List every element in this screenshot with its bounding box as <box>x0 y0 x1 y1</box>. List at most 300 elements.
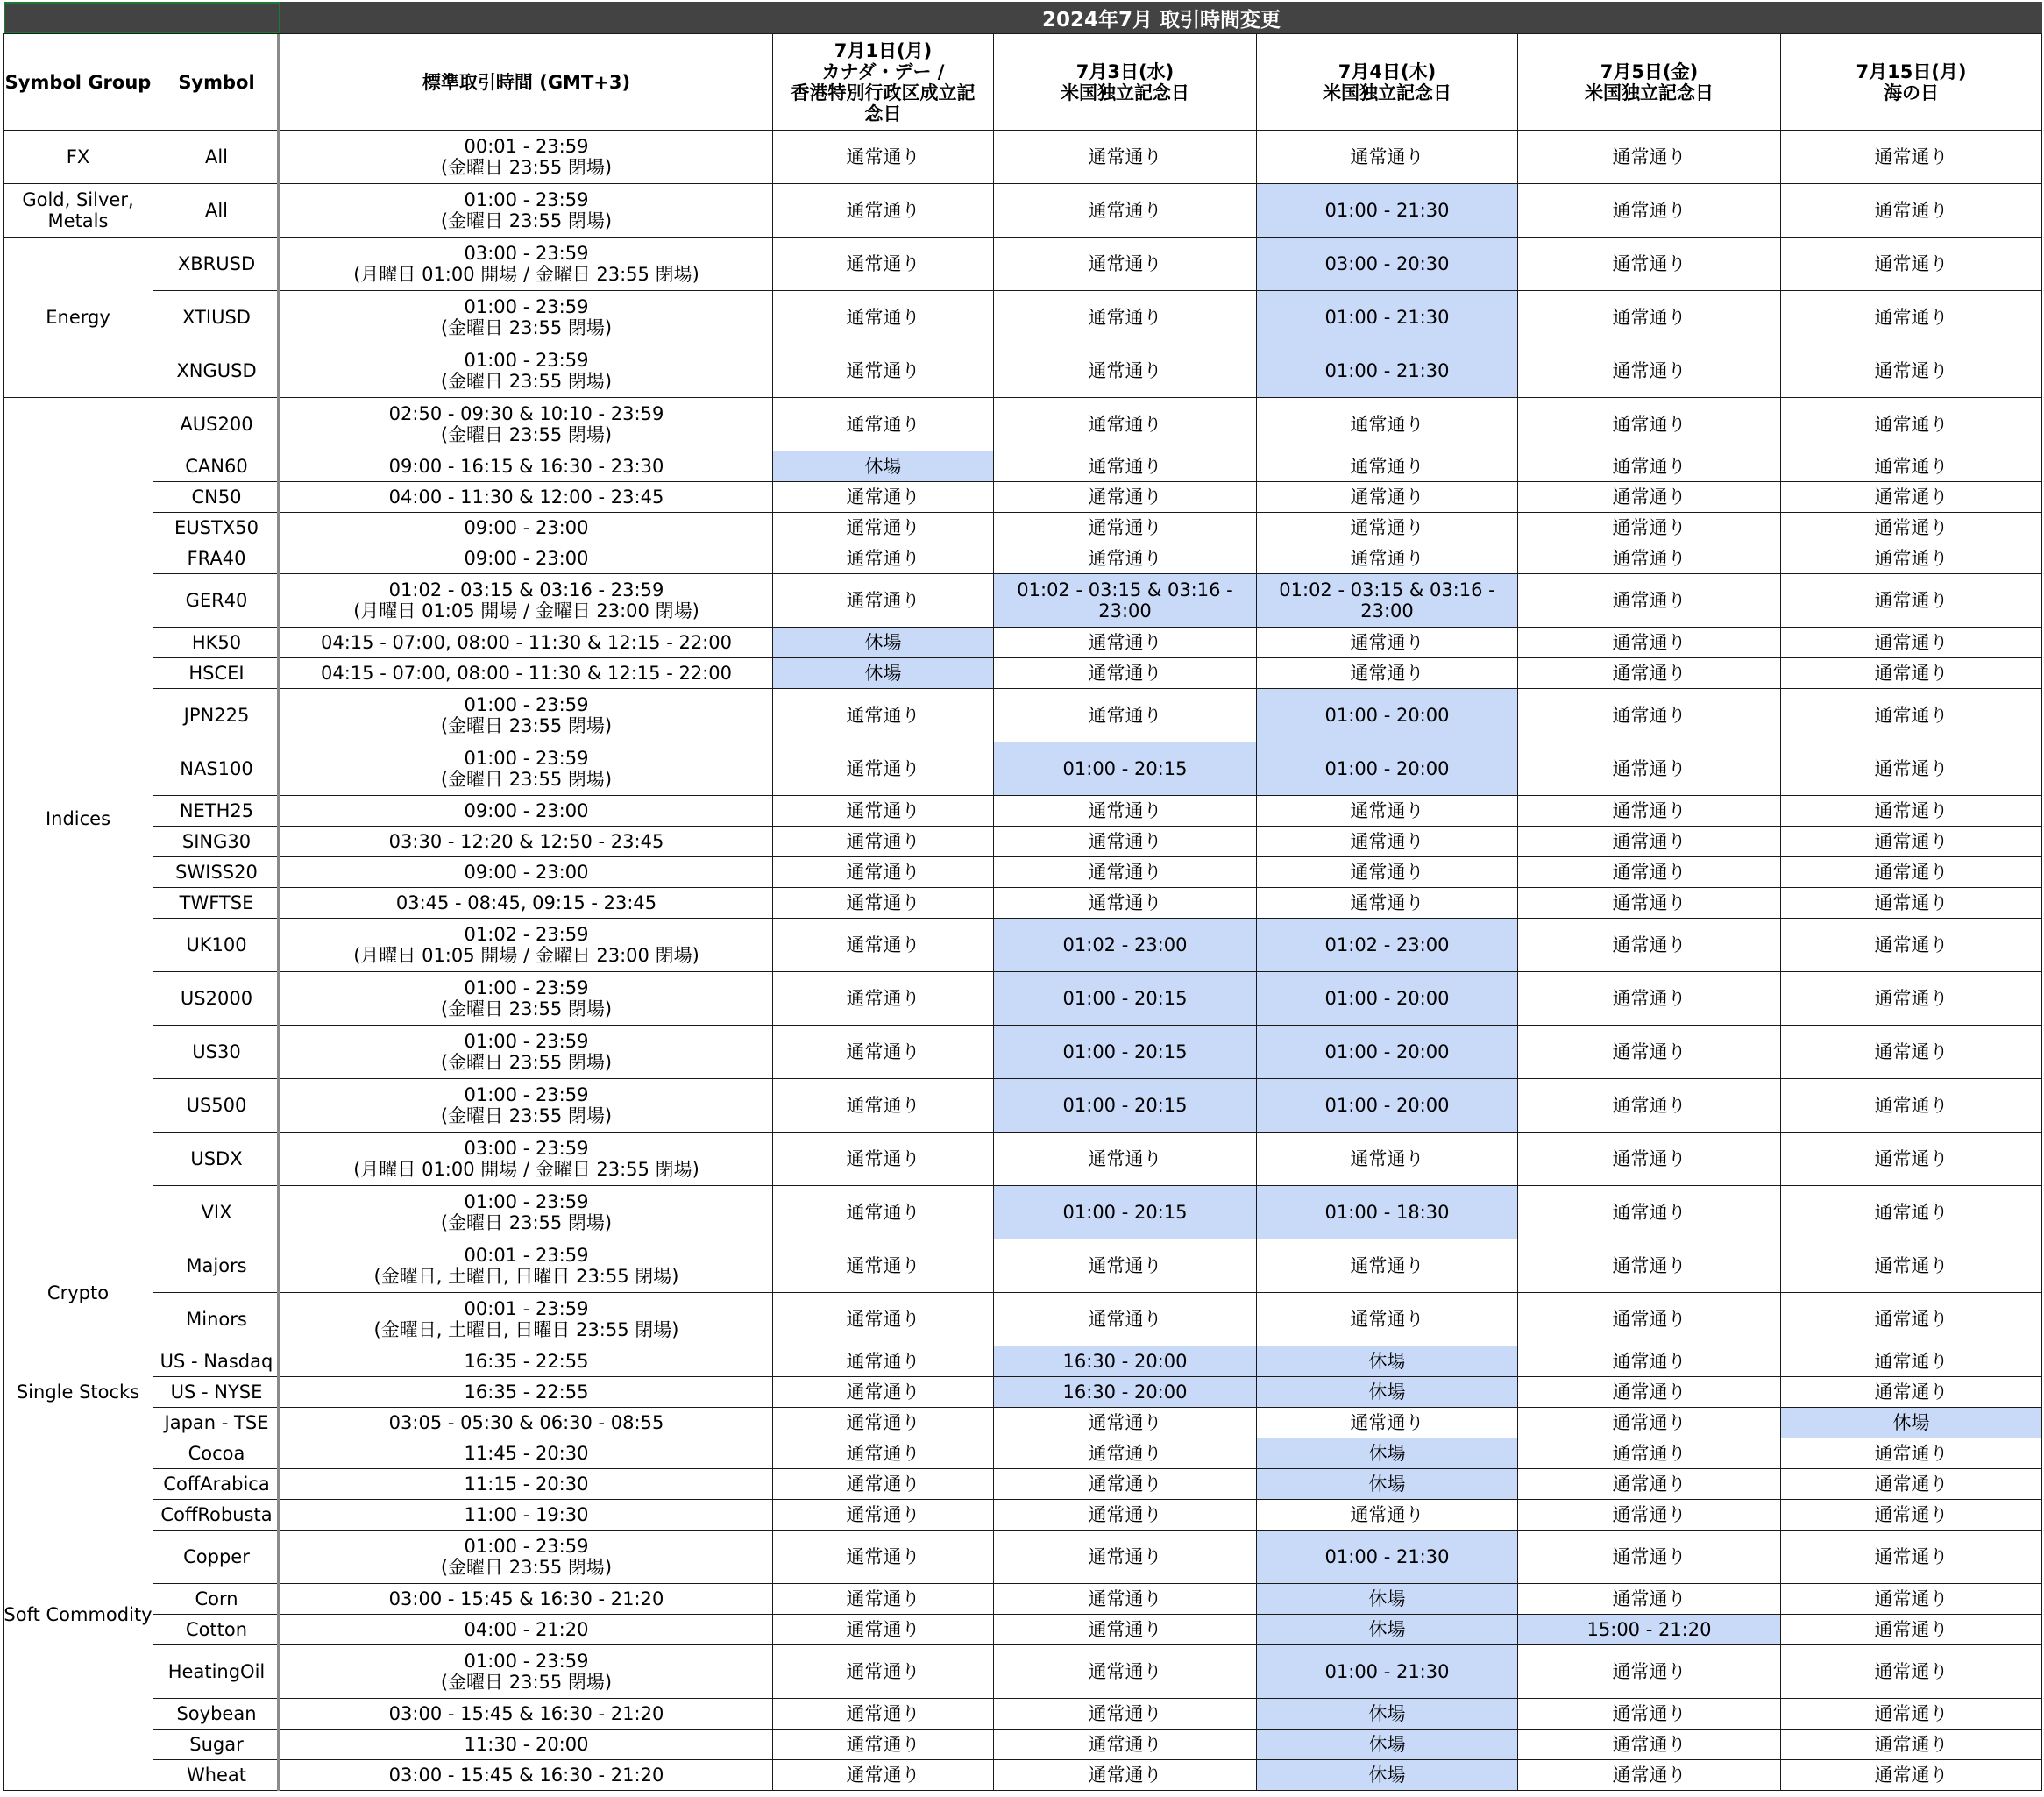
standard-hours-cell: 01:02 - 23:59 (月曜日 01:05 開場 / 金曜日 23:00 閉場) <box>280 919 773 972</box>
date-status-cell: 通常通り <box>1257 1239 1518 1293</box>
standard-hours-cell: 09:00 - 23:00 <box>280 513 773 543</box>
symbol-cell: Sugar <box>153 1730 280 1760</box>
sheet-title: 2024年7月 取引時間変更 <box>280 2 2042 34</box>
date-status-cell: 通常通り <box>1518 398 1781 451</box>
date-status-cell: 通常通り <box>1781 1438 2042 1469</box>
date-status-cell: 通常通り <box>773 1079 994 1133</box>
date-status-cell: 通常通り <box>1781 131 2042 184</box>
standard-hours-cell: 03:45 - 08:45, 09:15 - 23:45 <box>280 888 773 919</box>
date-status-cell: 通常通り <box>1781 1469 2042 1500</box>
date-status-cell: 通常通り <box>1257 658 1518 689</box>
standard-hours-cell: 01:00 - 23:59 (金曜日 23:55 閉場) <box>280 184 773 238</box>
header-date-5: 7月15日(月) 海の日 <box>1781 34 2042 131</box>
date-status-cell: 01:00 - 20:15 <box>994 742 1257 796</box>
date-status-cell: 通常通り <box>1518 1469 1781 1500</box>
date-status-cell: 休場 <box>1257 1730 1518 1760</box>
date-status-cell: 通常通り <box>1781 543 2042 574</box>
date-status-cell: 通常通り <box>994 291 1257 344</box>
date-status-cell: 通常通り <box>1781 1079 2042 1133</box>
standard-hours-cell: 01:00 - 23:59 (金曜日 23:55 閉場) <box>280 689 773 742</box>
date-status-cell: 通常通り <box>773 796 994 827</box>
standard-hours-cell: 03:30 - 12:20 & 12:50 - 23:45 <box>280 827 773 857</box>
date-status-cell: 休場 <box>1257 1346 1518 1377</box>
date-status-cell: 通常通り <box>773 1408 994 1438</box>
date-status-cell: 通常通り <box>994 1239 1257 1293</box>
date-status-cell: 01:00 - 18:30 <box>1257 1186 1518 1239</box>
date-status-cell: 通常通り <box>773 1699 994 1730</box>
symbol-cell: HeatingOil <box>153 1645 280 1699</box>
symbol-cell: XBRUSD <box>153 238 280 291</box>
date-status-cell: 01:00 - 20:00 <box>1257 972 1518 1026</box>
date-status-cell: 通常通り <box>773 888 994 919</box>
date-status-cell: 通常通り <box>1518 1377 1781 1408</box>
date-status-cell: 通常通り <box>1518 1346 1781 1377</box>
date-status-cell: 休場 <box>1257 1469 1518 1500</box>
date-status-cell: 通常通り <box>1518 1645 1781 1699</box>
date-status-cell: 通常通り <box>1518 888 1781 919</box>
symbol-cell: XTIUSD <box>153 291 280 344</box>
date-status-cell: 通常通り <box>1518 919 1781 972</box>
date-status-cell: 通常通り <box>994 344 1257 398</box>
date-status-cell: 通常通り <box>773 482 994 513</box>
date-status-cell: 通常通り <box>1781 238 2042 291</box>
standard-hours-cell: 04:15 - 07:00, 08:00 - 11:30 & 12:15 - 22:00 <box>280 658 773 689</box>
date-status-cell: 通常通り <box>1781 689 2042 742</box>
symbol-cell: HSCEI <box>153 658 280 689</box>
date-status-cell: 通常通り <box>1257 1500 1518 1531</box>
date-status-cell: 01:00 - 20:00 <box>1257 1026 1518 1079</box>
standard-hours-cell: 00:01 - 23:59 (金曜日, 土曜日, 日曜日 23:55 閉場) <box>280 1239 773 1293</box>
date-status-cell: 通常通り <box>1518 857 1781 888</box>
date-status-cell: 通常通り <box>1781 1500 2042 1531</box>
date-status-cell: 通常通り <box>1257 888 1518 919</box>
header-symbol: Symbol <box>153 34 280 131</box>
date-status-cell: 通常通り <box>1781 919 2042 972</box>
date-status-cell: 通常通り <box>994 238 1257 291</box>
date-status-cell: 01:00 - 21:30 <box>1257 1645 1518 1699</box>
date-status-cell: 通常通り <box>1518 1408 1781 1438</box>
date-status-cell: 16:30 - 20:00 <box>994 1346 1257 1377</box>
date-status-cell: 通常通り <box>1781 1645 2042 1699</box>
date-status-cell: 01:02 - 03:15 & 03:16 - 23:00 <box>1257 574 1518 628</box>
date-status-cell: 通常通り <box>1518 574 1781 628</box>
symbol-cell: US500 <box>153 1079 280 1133</box>
date-status-cell: 休場 <box>1257 1699 1518 1730</box>
date-status-cell: 通常通り <box>1781 1186 2042 1239</box>
date-status-cell: 01:00 - 20:15 <box>994 1186 1257 1239</box>
date-status-cell: 通常通り <box>1518 628 1781 658</box>
symbol-cell: FRA40 <box>153 543 280 574</box>
date-status-cell: 通常通り <box>1518 742 1781 796</box>
symbol-cell: VIX <box>153 1186 280 1239</box>
date-status-cell: 01:02 - 23:00 <box>994 919 1257 972</box>
symbol-cell: CoffArabica <box>153 1469 280 1500</box>
symbol-cell: CN50 <box>153 482 280 513</box>
date-status-cell: 通常通り <box>1518 184 1781 238</box>
standard-hours-cell: 16:35 - 22:55 <box>280 1377 773 1408</box>
date-status-cell: 16:30 - 20:00 <box>994 1377 1257 1408</box>
standard-hours-cell: 11:15 - 20:30 <box>280 1469 773 1500</box>
date-status-cell: 休場 <box>773 658 994 689</box>
standard-hours-cell: 01:00 - 23:59 (金曜日 23:55 閉場) <box>280 1186 773 1239</box>
date-status-cell: 通常通り <box>773 344 994 398</box>
standard-hours-cell: 03:00 - 15:45 & 16:30 - 21:20 <box>280 1699 773 1730</box>
date-status-cell: 通常通り <box>994 1469 1257 1500</box>
symbol-cell: GER40 <box>153 574 280 628</box>
date-status-cell: 通常通り <box>1518 1026 1781 1079</box>
date-status-cell: 通常通り <box>1518 972 1781 1026</box>
date-status-cell: 通常通り <box>994 1293 1257 1346</box>
date-status-cell: 通常通り <box>1781 658 2042 689</box>
symbol-cell: NAS100 <box>153 742 280 796</box>
standard-hours-cell: 03:00 - 15:45 & 16:30 - 21:20 <box>280 1760 773 1791</box>
date-status-cell: 通常通り <box>773 1293 994 1346</box>
standard-hours-cell: 01:00 - 23:59 (金曜日 23:55 閉場) <box>280 1645 773 1699</box>
symbol-cell: Cotton <box>153 1615 280 1645</box>
date-status-cell: 通常通り <box>1781 1730 2042 1760</box>
date-status-cell: 通常通り <box>773 238 994 291</box>
standard-hours-cell: 01:00 - 23:59 (金曜日 23:55 閉場) <box>280 344 773 398</box>
date-status-cell: 通常通り <box>1257 628 1518 658</box>
symbol-cell: USDX <box>153 1133 280 1186</box>
date-status-cell: 通常通り <box>1518 1760 1781 1791</box>
header-date-2: 7月3日(水) 米国独立記念日 <box>994 34 1257 131</box>
standard-hours-cell: 11:00 - 19:30 <box>280 1500 773 1531</box>
date-status-cell: 通常通り <box>994 1615 1257 1645</box>
symbol-cell: NETH25 <box>153 796 280 827</box>
standard-hours-cell: 09:00 - 23:00 <box>280 796 773 827</box>
left-border <box>3 34 4 1791</box>
date-status-cell: 通常通り <box>994 184 1257 238</box>
symbol-cell: Majors <box>153 1239 280 1293</box>
symbol-cell: TWFTSE <box>153 888 280 919</box>
date-status-cell: 休場 <box>1257 1377 1518 1408</box>
standard-hours-cell: 11:45 - 20:30 <box>280 1438 773 1469</box>
date-status-cell: 通常通り <box>1518 827 1781 857</box>
date-status-cell: 通常通り <box>773 184 994 238</box>
date-status-cell: 通常通り <box>1781 796 2042 827</box>
symbol-cell: SWISS20 <box>153 857 280 888</box>
standard-hours-cell: 09:00 - 23:00 <box>280 857 773 888</box>
date-status-cell: 休場 <box>1257 1438 1518 1469</box>
date-status-cell: 通常通り <box>1781 1531 2042 1584</box>
standard-hours-cell: 01:00 - 23:59 (金曜日 23:55 閉場) <box>280 742 773 796</box>
date-status-cell: 通常通り <box>1781 972 2042 1026</box>
date-status-cell: 通常通り <box>773 131 994 184</box>
date-status-cell: 通常通り <box>994 543 1257 574</box>
date-status-cell: 通常通り <box>1518 513 1781 543</box>
header-date-4: 7月5日(金) 米国独立記念日 <box>1518 34 1781 131</box>
symbol-group-cell: FX <box>4 131 153 184</box>
header-symbol-group: Symbol Group <box>4 34 153 131</box>
symbol-group-cell: Crypto <box>4 1239 153 1346</box>
symbol-cell: CoffRobusta <box>153 1500 280 1531</box>
date-status-cell: 通常通り <box>773 1133 994 1186</box>
date-status-cell: 通常通り <box>1518 291 1781 344</box>
symbol-cell: UK100 <box>153 919 280 972</box>
date-status-cell: 通常通り <box>1781 827 2042 857</box>
date-status-cell: 通常通り <box>994 658 1257 689</box>
date-status-cell: 15:00 - 21:20 <box>1518 1615 1781 1645</box>
date-status-cell: 通常通り <box>1781 1699 2042 1730</box>
standard-hours-cell: 11:30 - 20:00 <box>280 1730 773 1760</box>
symbol-cell: XNGUSD <box>153 344 280 398</box>
date-status-cell: 通常通り <box>1781 184 2042 238</box>
header-top-border <box>3 33 2042 34</box>
date-status-cell: 通常通り <box>1518 1293 1781 1346</box>
standard-hours-cell: 04:00 - 21:20 <box>280 1615 773 1645</box>
date-status-cell: 通常通り <box>1781 1615 2042 1645</box>
date-status-cell: 通常通り <box>1781 1346 2042 1377</box>
standard-hours-cell: 03:00 - 23:59 (月曜日 01:00 開場 / 金曜日 23:55 閉場) <box>280 238 773 291</box>
standard-hours-cell: 16:35 - 22:55 <box>280 1346 773 1377</box>
date-status-cell: 通常通り <box>1518 1531 1781 1584</box>
date-status-cell: 通常通り <box>994 131 1257 184</box>
date-status-cell: 通常通り <box>773 1760 994 1791</box>
date-status-cell: 通常通り <box>1518 658 1781 689</box>
date-status-cell: 通常通り <box>773 972 994 1026</box>
date-status-cell: 通常通り <box>994 689 1257 742</box>
standard-hours-cell: 00:01 - 23:59 (金曜日 23:55 閉場) <box>280 131 773 184</box>
standard-hours-cell: 01:00 - 23:59 (金曜日 23:55 閉場) <box>280 291 773 344</box>
date-status-cell: 通常通り <box>1781 513 2042 543</box>
date-status-cell: 通常通り <box>1257 482 1518 513</box>
symbol-cell: Cocoa <box>153 1438 280 1469</box>
date-status-cell: 通常通り <box>1257 1408 1518 1438</box>
date-status-cell: 通常通り <box>773 742 994 796</box>
date-status-cell: 通常通り <box>1518 1699 1781 1730</box>
symbol-cell: All <box>153 184 280 238</box>
date-status-cell: 通常通り <box>1781 1584 2042 1615</box>
symbol-group-cell: Soft Commodity <box>4 1438 153 1791</box>
date-status-cell: 通常通り <box>773 857 994 888</box>
symbol-cell: All <box>153 131 280 184</box>
date-status-cell: 通常通り <box>1781 574 2042 628</box>
date-status-cell: 03:00 - 20:30 <box>1257 238 1518 291</box>
standard-hours-cell: 02:50 - 09:30 & 10:10 - 23:59 (金曜日 23:55 閉場) <box>280 398 773 451</box>
date-status-cell: 通常通り <box>1781 628 2042 658</box>
standard-hours-cell: 03:00 - 15:45 & 16:30 - 21:20 <box>280 1584 773 1615</box>
standard-hours-cell: 01:00 - 23:59 (金曜日 23:55 閉場) <box>280 972 773 1026</box>
date-status-cell: 通常通り <box>1257 131 1518 184</box>
header-date-3: 7月4日(木) 米国独立記念日 <box>1257 34 1518 131</box>
symbol-cell: US - NYSE <box>153 1377 280 1408</box>
date-status-cell: 通常通り <box>1518 1584 1781 1615</box>
date-status-cell: 通常通り <box>1518 344 1781 398</box>
date-status-cell: 通常通り <box>1518 1239 1781 1293</box>
date-status-cell: 通常通り <box>773 1500 994 1531</box>
date-status-cell: 01:00 - 20:00 <box>1257 689 1518 742</box>
date-status-cell: 通常通り <box>1518 1500 1781 1531</box>
date-status-cell: 休場 <box>773 451 994 482</box>
symbol-cell: AUS200 <box>153 398 280 451</box>
date-status-cell: 通常通り <box>1781 1760 2042 1791</box>
date-status-cell: 通常通り <box>994 513 1257 543</box>
standard-hours-cell: 01:02 - 03:15 & 03:16 - 23:59 (月曜日 01:05 開場 / 金曜日 23:00 閉場) <box>280 574 773 628</box>
header-standard-hours: 標準取引時間 (GMT+3) <box>280 34 773 131</box>
date-status-cell: 休場 <box>1257 1760 1518 1791</box>
date-status-cell: 通常通り <box>994 827 1257 857</box>
date-status-cell: 01:00 - 21:30 <box>1257 1531 1518 1584</box>
date-status-cell: 通常通り <box>1518 543 1781 574</box>
date-status-cell: 通常通り <box>1257 398 1518 451</box>
date-status-cell: 通常通り <box>1518 238 1781 291</box>
symbol-cell: Soybean <box>153 1699 280 1730</box>
date-status-cell: 通常通り <box>773 1438 994 1469</box>
date-status-cell: 通常通り <box>1781 742 2042 796</box>
date-status-cell: 通常通り <box>1518 1438 1781 1469</box>
date-status-cell: 通常通り <box>994 1584 1257 1615</box>
date-status-cell: 通常通り <box>773 574 994 628</box>
date-status-cell: 通常通り <box>1781 857 2042 888</box>
date-status-cell: 通常通り <box>773 1377 994 1408</box>
date-status-cell: 通常通り <box>1257 827 1518 857</box>
date-status-cell: 通常通り <box>1257 1293 1518 1346</box>
date-status-cell: 通常通り <box>1781 1293 2042 1346</box>
date-status-cell: 通常通り <box>994 857 1257 888</box>
date-status-cell: 通常通り <box>773 543 994 574</box>
header-corner <box>4 2 280 34</box>
date-status-cell: 通常通り <box>1257 857 1518 888</box>
date-status-cell: 通常通り <box>994 482 1257 513</box>
date-status-cell: 通常通り <box>1257 1133 1518 1186</box>
date-status-cell: 01:00 - 21:30 <box>1257 184 1518 238</box>
date-status-cell: 通常通り <box>773 1469 994 1500</box>
date-status-cell: 通常通り <box>1781 398 2042 451</box>
date-status-cell: 01:00 - 20:15 <box>994 1079 1257 1133</box>
date-status-cell: 通常通り <box>1257 451 1518 482</box>
symbol-cell: JPN225 <box>153 689 280 742</box>
date-status-cell: 通常通り <box>773 1615 994 1645</box>
symbol-cell: Minors <box>153 1293 280 1346</box>
standard-hours-cell: 01:00 - 23:59 (金曜日 23:55 閉場) <box>280 1531 773 1584</box>
symbol-cell: Japan - TSE <box>153 1408 280 1438</box>
date-status-cell: 通常通り <box>773 1026 994 1079</box>
date-status-cell: 通常通り <box>773 1346 994 1377</box>
symbol-cell: HK50 <box>153 628 280 658</box>
symbol-group-cell: Gold, Silver, Metals <box>4 184 153 238</box>
symbol-cell: US2000 <box>153 972 280 1026</box>
date-status-cell: 01:02 - 23:00 <box>1257 919 1518 972</box>
date-status-cell: 通常通り <box>1781 291 2042 344</box>
date-status-cell: 通常通り <box>1781 482 2042 513</box>
date-status-cell: 通常通り <box>773 1730 994 1760</box>
standard-hours-cell: 01:00 - 23:59 (金曜日 23:55 閉場) <box>280 1026 773 1079</box>
standard-hours-cell: 04:15 - 07:00, 08:00 - 11:30 & 12:15 - 22:00 <box>280 628 773 658</box>
symbol-cell: SING30 <box>153 827 280 857</box>
standard-hours-cell: 03:05 - 05:30 & 06:30 - 08:55 <box>280 1408 773 1438</box>
date-status-cell: 通常通り <box>994 1730 1257 1760</box>
date-status-cell: 通常通り <box>1518 689 1781 742</box>
date-status-cell: 01:00 - 21:30 <box>1257 344 1518 398</box>
date-status-cell: 休場 <box>773 628 994 658</box>
date-status-cell: 通常通り <box>1518 1133 1781 1186</box>
date-status-cell: 通常通り <box>994 888 1257 919</box>
date-status-cell: 通常通り <box>1781 1026 2042 1079</box>
date-status-cell: 休場 <box>1257 1615 1518 1645</box>
symbol-group-cell: Indices <box>4 398 153 1239</box>
date-status-cell: 通常通り <box>773 1584 994 1615</box>
date-status-cell: 通常通り <box>1518 796 1781 827</box>
symbol-group-cell: Single Stocks <box>4 1346 153 1438</box>
standard-hours-cell: 00:01 - 23:59 (金曜日, 土曜日, 日曜日 23:55 閉場) <box>280 1293 773 1346</box>
date-status-cell: 通常通り <box>994 1531 1257 1584</box>
date-status-cell: 通常通り <box>1257 543 1518 574</box>
date-status-cell: 通常通り <box>1781 1377 2042 1408</box>
date-status-cell: 通常通り <box>773 513 994 543</box>
date-status-cell: 01:00 - 20:15 <box>994 972 1257 1026</box>
date-status-cell: 通常通り <box>994 628 1257 658</box>
date-status-cell: 通常通り <box>1518 1730 1781 1760</box>
symbol-group-cell: Energy <box>4 238 153 398</box>
date-status-cell: 通常通り <box>1781 451 2042 482</box>
date-status-cell: 01:00 - 21:30 <box>1257 291 1518 344</box>
date-status-cell: 通常通り <box>994 1760 1257 1791</box>
date-status-cell: 通常通り <box>1257 513 1518 543</box>
date-status-cell: 01:00 - 20:00 <box>1257 742 1518 796</box>
date-status-cell: 休場 <box>1257 1584 1518 1615</box>
date-status-cell: 01:00 - 20:00 <box>1257 1079 1518 1133</box>
date-status-cell: 01:02 - 03:15 & 03:16 - 23:00 <box>994 574 1257 628</box>
date-status-cell: 通常通り <box>1518 451 1781 482</box>
date-status-cell: 通常通り <box>1518 482 1781 513</box>
date-status-cell: 通常通り <box>773 291 994 344</box>
standard-hours-cell: 09:00 - 16:15 & 16:30 - 23:30 <box>280 451 773 482</box>
date-status-cell: 通常通り <box>773 827 994 857</box>
date-status-cell: 通常通り <box>1518 131 1781 184</box>
standard-hours-cell: 09:00 - 23:00 <box>280 543 773 574</box>
date-status-cell: 休場 <box>1781 1408 2042 1438</box>
symbol-cell: Copper <box>153 1531 280 1584</box>
standard-hours-cell: 04:00 - 11:30 & 12:00 - 23:45 <box>280 482 773 513</box>
date-status-cell: 通常通り <box>773 919 994 972</box>
header-date-1: 7月1日(月) カナダ・デー / 香港特別行政区成立記 念日 <box>773 34 994 131</box>
date-status-cell: 通常通り <box>994 1438 1257 1469</box>
date-status-cell: 通常通り <box>1781 1133 2042 1186</box>
symbol-cell: Corn <box>153 1584 280 1615</box>
date-status-cell: 通常通り <box>994 1133 1257 1186</box>
standard-hours-cell: 01:00 - 23:59 (金曜日 23:55 閉場) <box>280 1079 773 1133</box>
date-status-cell: 通常通り <box>994 1500 1257 1531</box>
date-status-cell: 通常通り <box>1781 344 2042 398</box>
symbol-cell: CAN60 <box>153 451 280 482</box>
date-status-cell: 通常通り <box>1781 888 2042 919</box>
date-status-cell: 通常通り <box>994 1408 1257 1438</box>
symbol-cell: Wheat <box>153 1760 280 1791</box>
date-status-cell: 通常通り <box>773 1239 994 1293</box>
date-status-cell: 通常通り <box>994 451 1257 482</box>
date-status-cell: 通常通り <box>773 1186 994 1239</box>
symbol-cell: US - Nasdaq <box>153 1346 280 1377</box>
frozen-column-divider <box>277 34 280 1791</box>
date-status-cell: 通常通り <box>1257 796 1518 827</box>
date-status-cell: 通常通り <box>1518 1186 1781 1239</box>
date-status-cell: 通常通り <box>773 1645 994 1699</box>
standard-hours-cell: 03:00 - 23:59 (月曜日 01:00 開場 / 金曜日 23:55 閉場) <box>280 1133 773 1186</box>
date-status-cell: 通常通り <box>773 398 994 451</box>
date-status-cell: 通常通り <box>773 1531 994 1584</box>
date-status-cell: 通常通り <box>994 398 1257 451</box>
date-status-cell: 通常通り <box>994 1645 1257 1699</box>
date-status-cell: 通常通り <box>773 689 994 742</box>
symbol-cell: EUSTX50 <box>153 513 280 543</box>
date-status-cell: 通常通り <box>1781 1239 2042 1293</box>
date-status-cell: 01:00 - 20:15 <box>994 1026 1257 1079</box>
date-status-cell: 通常通り <box>994 796 1257 827</box>
date-status-cell: 通常通り <box>1518 1079 1781 1133</box>
date-status-cell: 通常通り <box>994 1699 1257 1730</box>
symbol-cell: US30 <box>153 1026 280 1079</box>
